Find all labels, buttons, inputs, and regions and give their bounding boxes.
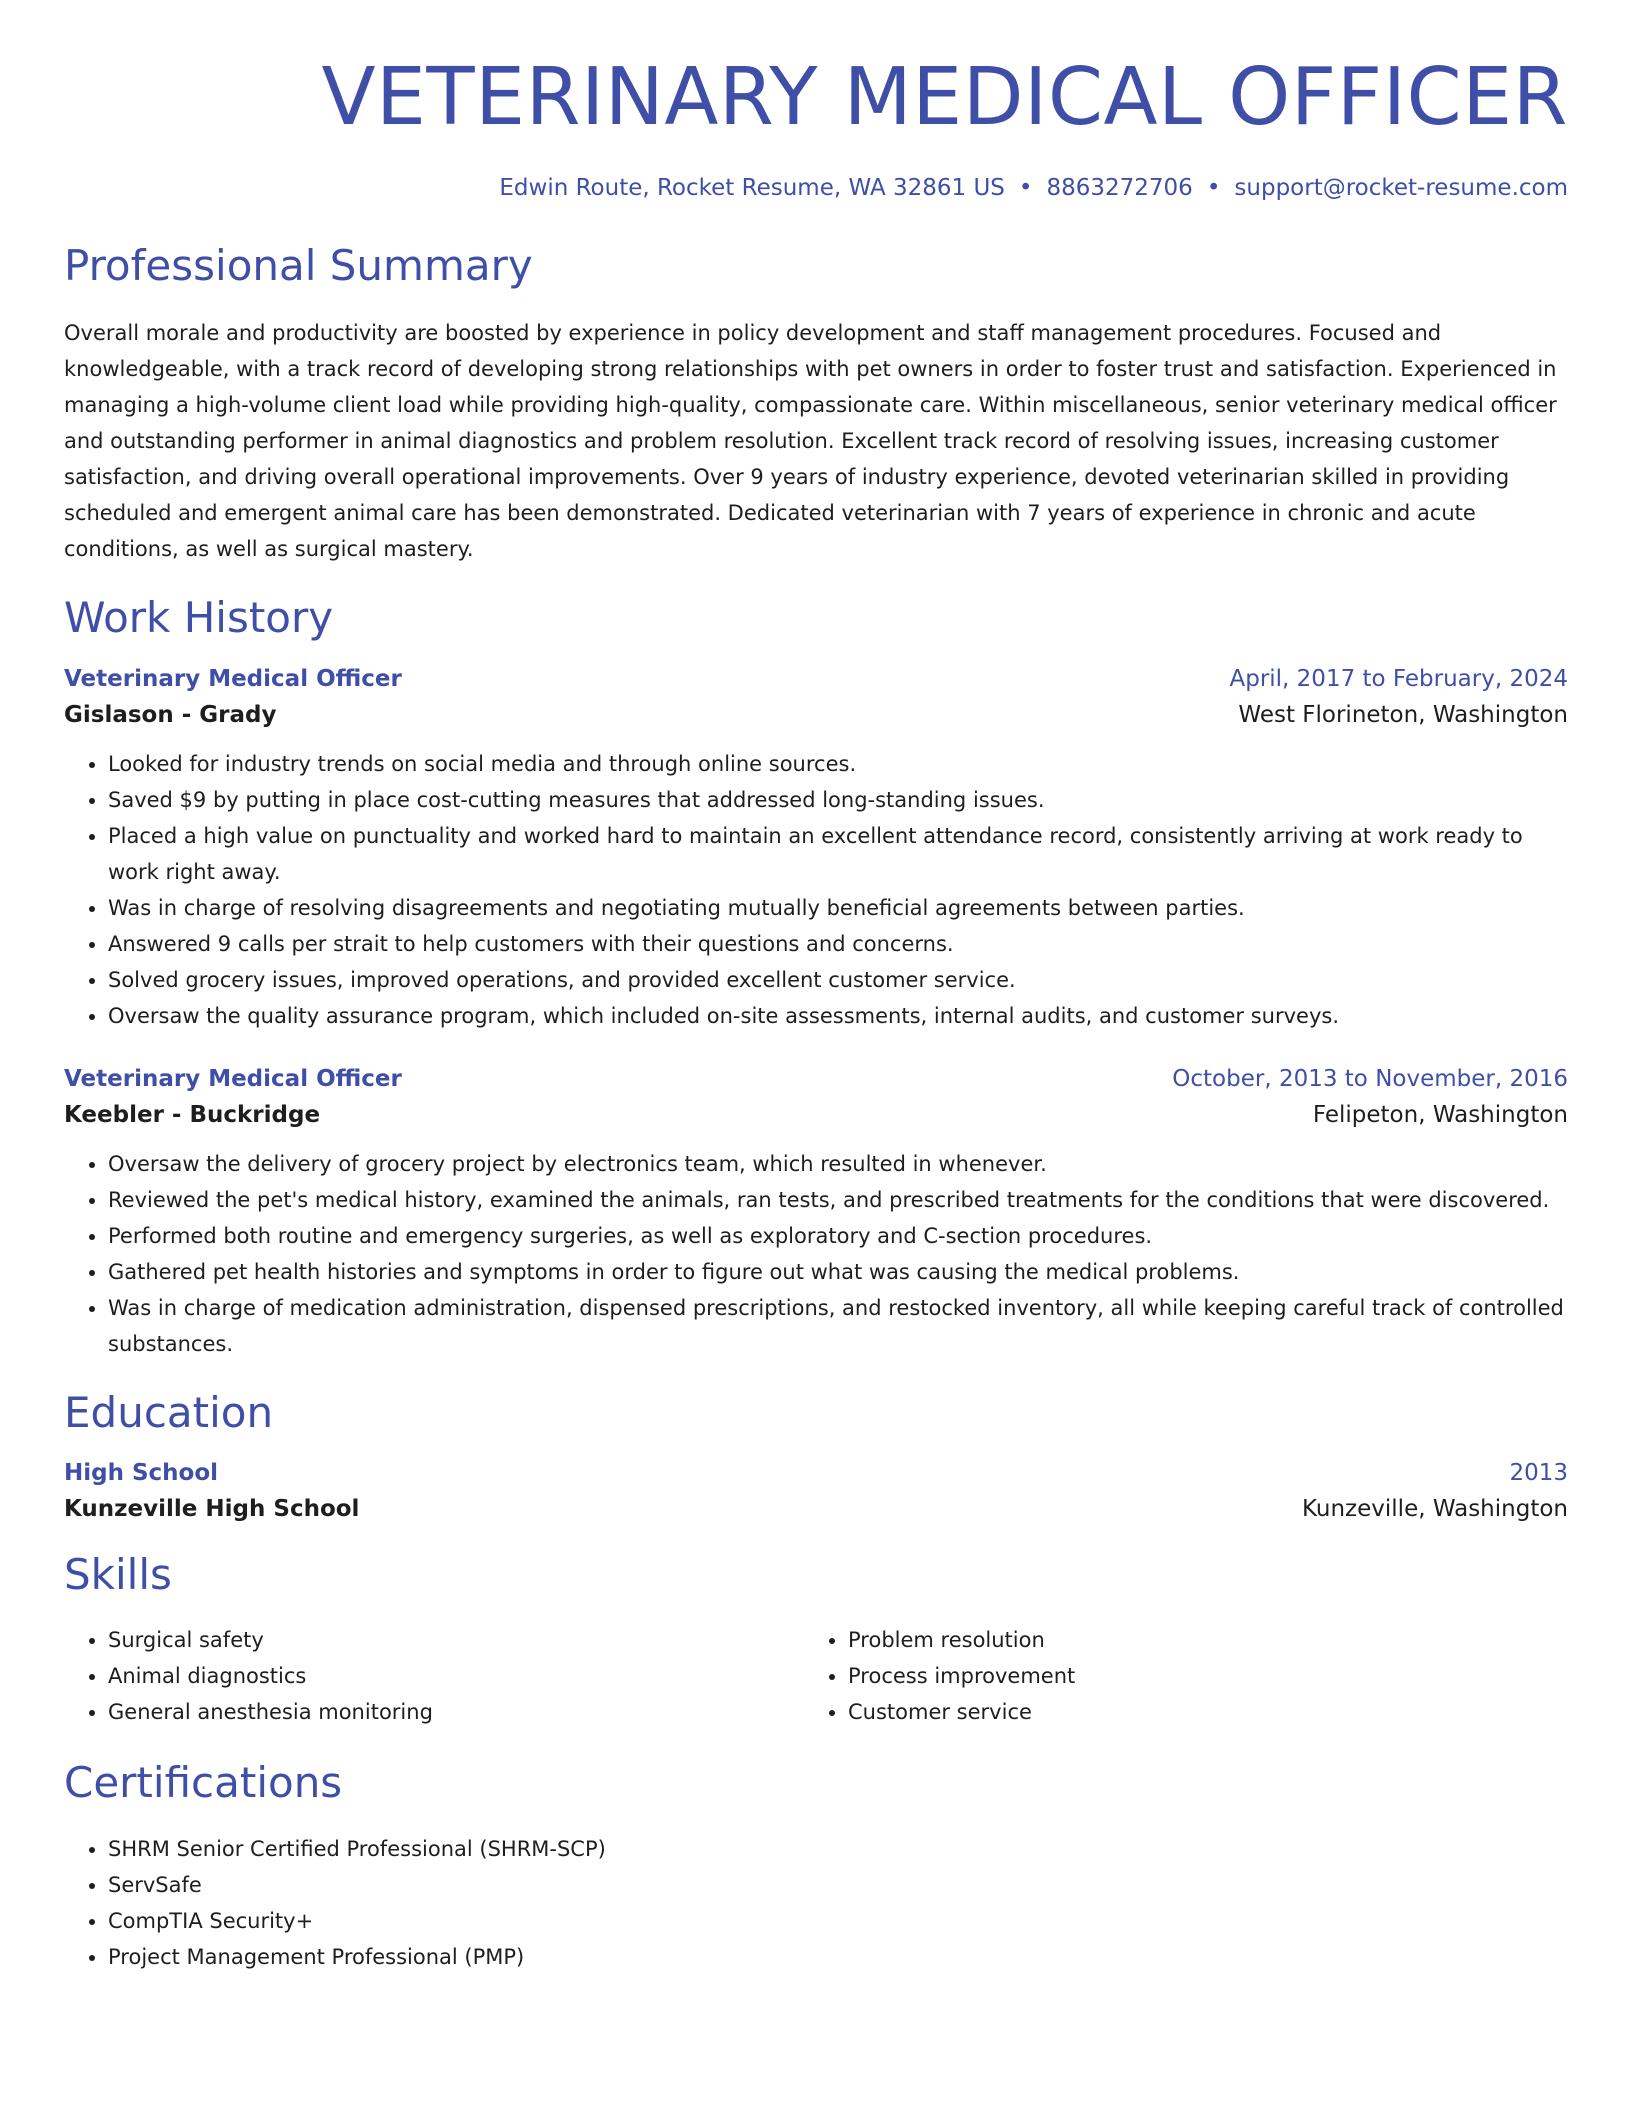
job-bullet: • Reviewed the pet's medical history, examined the animals, ran tests, and prescribed treatments for the conditions that were discovered. — [108, 1182, 1568, 1218]
job-bullet: • Placed a high value on punctuality and worked hard to maintain an excellent attendance record, consistently arriving at work ready to work right away. — [108, 818, 1568, 890]
job-company: Gislason - Grady — [64, 701, 277, 728]
job-bullets — [64, 1146, 1568, 1362]
certification-item: • ServSafe — [108, 1867, 1568, 1903]
skill-item: • Problem resolution — [848, 1622, 1544, 1658]
job-bullet: • Answered 9 calls per strait to help customers with their questions and concerns. — [108, 926, 1568, 962]
summary-text: Overall morale and productivity are boosted by experience in policy development and staff management procedures. Focused and knowledgeable, with a track record of developing strong relationships with pet owners in order to foster trust and satisfaction. Experienced in managing a high-volume client load while providing high-quality, compassionate care. Within miscellaneous, senior veterinary medical officer and outstanding performer in animal diagnostics and problem resolution. Excellent track record of resolving issues, increasing customer satisfaction, and driving overall operational improvements. Over 9 years of industry experience, devoted veterinarian skilled in providing scheduled and emergent animal care has been demonstrated. Dedicated veterinarian with 7 years of experience in chronic and acute conditions, as well as surgical mastery. — [64, 321, 1557, 562]
job-dates: October, 2013 to November, 2016 — [1172, 1065, 1568, 1092]
contact-address: Edwin Route, Rocket Resume, WA 32861 US — [499, 174, 1005, 201]
skill-item: • General anesthesia monitoring — [108, 1694, 804, 1730]
education-year: 2013 — [1509, 1460, 1568, 1487]
job-bullet: • Saved $9 by putting in place cost-cutting measures that addressed long-standing issues. — [108, 782, 1568, 818]
work-history-heading: Work History — [64, 593, 334, 643]
job-title: Veterinary Medical Officer — [64, 665, 402, 692]
certifications-list — [64, 1831, 1568, 1975]
education-degree: High School — [64, 1460, 219, 1487]
contact-separator: • — [1018, 174, 1033, 201]
skills-heading: Skills — [64, 1550, 172, 1600]
job-company: Keebler - Buckridge — [64, 1101, 321, 1128]
job-bullet: • Solved grocery issues, improved operations, and provided excellent customer service. — [108, 962, 1568, 998]
contact-line — [64, 175, 1568, 201]
education-location: Kunzeville, Washington — [1301, 1496, 1568, 1523]
certifications-heading: Certifications — [64, 1758, 343, 1808]
job-entry — [64, 666, 1568, 1034]
job-entry — [64, 1066, 1568, 1362]
resume-name: VETERINARY MEDICAL OFFICER — [321, 51, 1568, 143]
job-bullets — [64, 746, 1568, 1034]
job-bullet: • Looked for industry trends on social media and through online sources. — [108, 746, 1568, 782]
job-bullet: • Oversaw the delivery of grocery project by electronics team, which resulted in whenever. — [108, 1146, 1568, 1182]
education-entry — [64, 1460, 1568, 1522]
job-title: Veterinary Medical Officer — [64, 1065, 402, 1092]
skills-column-right — [804, 1622, 1544, 1730]
education-heading: Education — [64, 1387, 274, 1437]
summary-heading: Professional Summary — [64, 240, 533, 290]
job-bullet: • Was in charge of medication administration, dispensed prescriptions, and restocked inventory, all while keeping careful track of controlled substances. — [108, 1290, 1568, 1362]
contact-separator: • — [1206, 174, 1221, 201]
job-dates: April, 2017 to February, 2024 — [1229, 665, 1568, 692]
contact-email: support@rocket-resume.com — [1234, 174, 1568, 201]
certification-item: • CompTIA Security+ — [108, 1903, 1568, 1939]
skills-column-left — [64, 1622, 804, 1730]
skill-item: • Animal diagnostics — [108, 1658, 804, 1694]
contact-phone: 8863272706 — [1046, 174, 1193, 201]
job-bullet: • Performed both routine and emergency surgeries, as well as exploratory and C-section procedures. — [108, 1218, 1568, 1254]
education-school: Kunzeville High School — [64, 1496, 360, 1523]
skills-list — [64, 1622, 1568, 1730]
job-location: Felipeton, Washington — [1312, 1101, 1568, 1128]
job-bullet: • Oversaw the quality assurance program, which included on-site assessments, internal audits, and customer surveys. — [108, 998, 1568, 1034]
job-bullet: • Gathered pet health histories and symptoms in order to figure out what was causing the medical problems. — [108, 1254, 1568, 1290]
skill-item: • Customer service — [848, 1694, 1544, 1730]
certification-item: • Project Management Professional (PMP) — [108, 1939, 1568, 1975]
skill-item: • Process improvement — [848, 1658, 1544, 1694]
skill-item: • Surgical safety — [108, 1622, 804, 1658]
job-bullet: • Was in charge of resolving disagreements and negotiating mutually beneficial agreements between parties. — [108, 890, 1568, 926]
job-location: West Florineton, Washington — [1238, 701, 1568, 728]
certification-item: • SHRM Senior Certified Professional (SHRM-SCP) — [108, 1831, 1568, 1867]
